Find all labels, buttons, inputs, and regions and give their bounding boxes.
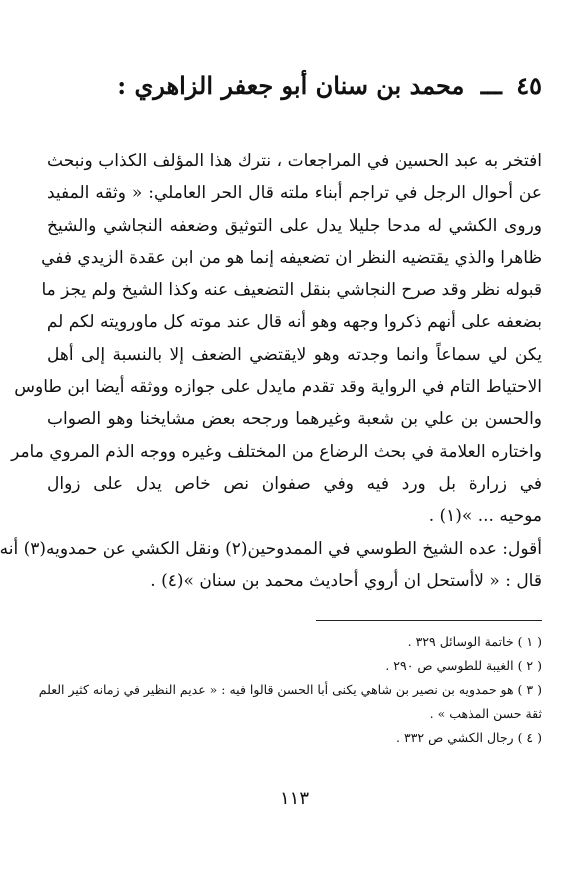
entry-heading <box>47 66 542 106</box>
body-line: أقول: عده الشيخ الطوسي في الممدوحين(٢) ونقل الكشي عن حمدويه(٣) أنه <box>0 538 542 559</box>
footnote: ( ٤ ) رجال الكشي ص ٣٣٢ . <box>396 730 542 745</box>
footnote: ( ١ ) خاتمة الوسائل ٣٢٩ . <box>407 634 542 649</box>
entry-number: ٤٥ <box>516 71 542 100</box>
body-paragraph <box>0 145 542 597</box>
body-line: واختاره العلامة في بحث الرضاع من المختلف وغيره ووجه الذم المروي مامر <box>11 441 542 462</box>
body-line: قال : « لاأستحل ان أروي أحاديث محمد بن سنان »(٤) . <box>150 570 542 591</box>
body-line: ظاهرا والذي يقتضيه النظر ان تضعيفه إنما هو من ابن عقدة الزيدي ففي <box>41 247 542 268</box>
entry-title: محمد بن سنان أبو جعفر الزاهري : <box>117 71 465 100</box>
body-line: يكن لي سماعاً وانما وجدته وهو لايقتضي الضعف إلا بالنسبة إلى أهل <box>47 344 542 365</box>
footnote: ( ٣ ) هو حمدويه بن نصير بن شاهي يكنى أبا الحسن قالوا فيه : « عديم النظير في زمانه كثير العلم <box>38 682 542 697</box>
body-line: الاحتياط التام في الرواية وقد تقدم مايدل على جوازه ووثقه أيضا ابن طاوس <box>14 377 542 398</box>
body-line: والحسن بن علي بن شعبة وغيرهما ورجحه بعض مشايخنا وهو الصواب <box>47 409 542 430</box>
body-line: وروى الكشي له مدحا جليلا يدل على التوثيق وضعفه النجاشي والشيخ <box>47 215 542 236</box>
body-line: افتخر به عبد الحسين في المراجعات ، نترك هذا المؤلف الكذاب ونبحث <box>47 151 542 171</box>
page-number: ١١٣ <box>279 788 309 809</box>
body-line: بضعفه على أنهم ذكروا وجهه وهو أنه قال عند موته كل ماورويته لكم لم <box>46 312 542 333</box>
body-line: موحيه ... »(١) . <box>428 506 542 527</box>
body-line: قبوله نظر وقد صرح النجاشي بنقل التضعيف عنه وكذا الشيخ ولم يجز ما <box>41 280 542 301</box>
footnote: ( ٢ ) الغيبة للطوسي ص ٢٩٠ . <box>385 658 542 673</box>
footnote-continuation: ثقة حسن المذهب » . <box>429 706 542 721</box>
body-line: في زرارة بل ورد فيه وفي صفوان نص خاص يدل على زوال <box>47 473 542 494</box>
footnote-separator <box>316 620 542 621</box>
footnotes <box>38 630 542 750</box>
heading-dash: ـــ <box>480 71 502 100</box>
body-line: عن أحوال الرجل في تراجم أبناء ملته قال الحر العاملي: « وثقه المفيد <box>47 183 542 204</box>
